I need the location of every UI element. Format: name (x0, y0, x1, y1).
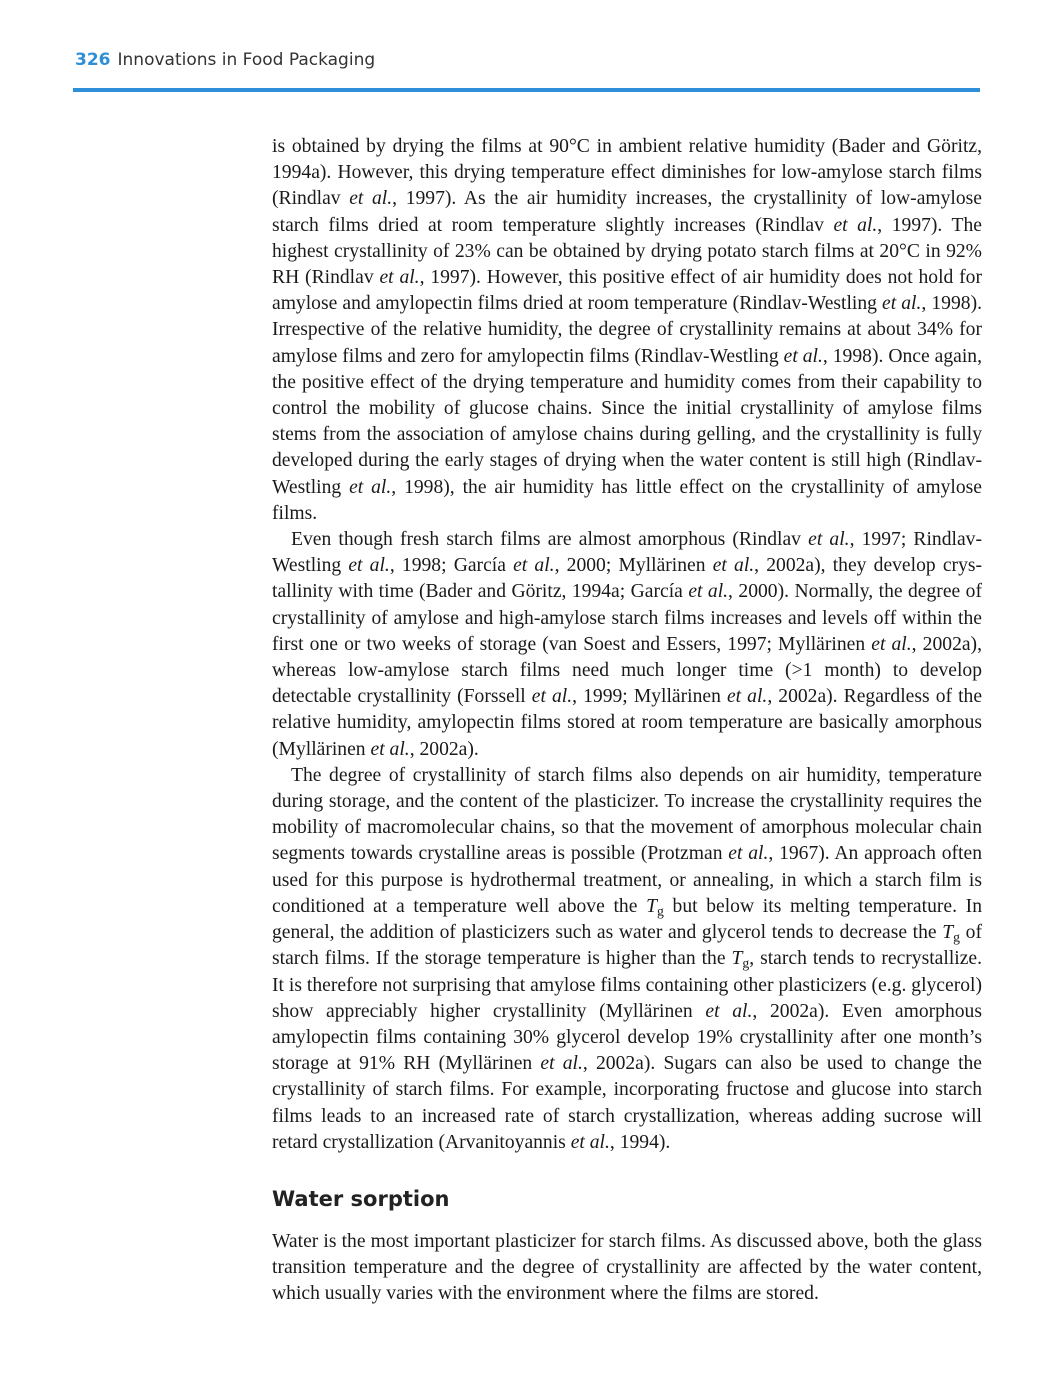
text-run: , 2000). Normally, the degree of crystallinity of amylose and high-amylose starch films increases and levels off within the first one or two weeks of storage (van Soest and Essers, 1997; Myllärinen (272, 581, 982, 655)
italic-text: et al. (570, 1131, 610, 1153)
section-body (272, 1229, 982, 1308)
italic-text: et al. (688, 581, 729, 603)
italic-text: et al. (540, 1053, 583, 1075)
text-run: , 2002a). Even amorphous amylopectin films containing 30% glycerol develop 19% crystallinity after one month’s storage at 91% RH (Myllärinen (272, 1000, 982, 1075)
italic-text: et al. (705, 1000, 753, 1022)
text-run: , 1999; Myllärinen (572, 686, 727, 708)
italic-text: et al. (783, 345, 823, 367)
text-run: of starch films. If the storage temperature is higher than the (272, 922, 982, 970)
text-run: , 1998), the air humidity has little effect on the crystallinity of amylose films. (272, 476, 982, 524)
paragraph-2 (272, 527, 982, 763)
italic-text: et al. (726, 686, 768, 708)
text-run: , 1994). (609, 1131, 671, 1153)
italic-text: et al. (349, 188, 393, 210)
subscript: g (742, 955, 750, 971)
italic-text: et al. (871, 633, 912, 655)
italic-text: et al. (370, 738, 410, 760)
running-head (75, 50, 375, 70)
text-run: , 1997). The highest crystallinity of 23% can be obtained by drying potato starch films at 20°C in 92% RH (Rindlav (272, 214, 982, 289)
header-rule (73, 88, 980, 92)
body-text (272, 134, 982, 1156)
text-run: Even though fresh starch films are almost amorphous (Rindlav (291, 529, 809, 551)
italic-text: et al. (833, 214, 878, 236)
italic-text: et al. (348, 555, 390, 577)
text-run: , 1998; García (389, 555, 514, 577)
italic-text: et al. (531, 686, 573, 708)
italic-text: T (646, 895, 657, 917)
italic-text: et al. (379, 267, 420, 289)
italic-text: T (942, 922, 954, 944)
italic-text: et al. (349, 476, 392, 498)
text-run: , 1967). An approach often used for this purpose is hydrothermal treatment, or annealing, in which a starch film is conditioned at a temperature well above the (272, 843, 982, 917)
italic-text: et al. (513, 555, 555, 577)
paragraph-1 (272, 134, 982, 527)
text-run: , 2002a), they develop crystallinity with time (Bader and Göritz, 1994a; García (272, 555, 983, 603)
paragraph-3 (272, 763, 982, 1156)
page-number: 326 (75, 50, 111, 70)
text-run: , 2002a), whereas low-amylose starch films need much longer time (>1 month) to develop detectable crystallinity (Forssell (272, 633, 982, 708)
section-paragraph: Water is the most important plasticizer for starch films. As discussed above, both the glass transition temperature and the degree of crystallinity are affected by the water content, which usually varies with the environment where the films are stored. (272, 1231, 982, 1305)
text-run: , 2002a). Regardless of the relative humidity, amylopectin films stored at room temperature are basically amorphous (Myllärinen (272, 686, 983, 760)
text-run: , 1997; Rindlav-Westling (272, 529, 982, 577)
text-run: The degree of crystallinity of starch films also depends on air humidity, temperature during storage, and the content of the plasticizer. To increase the crystallinity requires the mobility of macromolecular chains, so that the movement of amorphous molecular chain segments towards crystalline areas is possible (Protzman (272, 764, 982, 865)
subscript: g (953, 929, 961, 945)
italic-text: T (731, 948, 743, 970)
text-run: , 1998). Once again, the positive effect of the drying temperature and humidity comes from their capability to control the mobility of glucose chains. Since the initial crystallinity of amylose films stems from the association of amylose chains during gelling, and the crystallinity is fully developed during the early stages of drying when the water content is still high (Rindlav-Westling (272, 345, 982, 498)
text-run: but below its melting temperature. In general, the addition of plasticizers such as water and glycerol tends to decrease the (272, 895, 982, 944)
text-run: , 2002a). (409, 738, 479, 760)
italic-text: et al. (808, 529, 850, 551)
book-title: Innovations in Food Packaging (117, 50, 376, 70)
text-run: , 2000; Myllärinen (554, 555, 713, 577)
text-run: is obtained by drying the films at 90°C in ambient relative humidity (Bader and Göritz, 1994a). However, this drying temperature effect diminishes for low-amylose starch films (Rindlav (272, 136, 982, 210)
text-run: , 2002a). Sugars can also be used to change the crystallinity of starch films. For example, incorporating fructose and glucose into starch films leads to an increased rate of starch crystallization, whereas adding sucrose will retard crystallization (Arvanitoyannis (272, 1053, 983, 1153)
italic-text: et al. (882, 293, 922, 315)
text-run: , 1997). As the air humidity increases, the crystallinity of low-amylose starch films dried at room temperature slightly increases (Rindlav (272, 188, 982, 236)
text-run: , 1998). Irrespective of the relative humidity, the degree of crystallinity remains at about 34% for amylose films and zero for amylopectin films (Rindlav-Westling (272, 293, 982, 367)
subscript: g (657, 903, 664, 919)
italic-text: et al. (728, 843, 769, 865)
section-heading: Water sorption (272, 1187, 450, 1211)
text-run: , 1997). However, this positive effect of air humidity does not hold for amylose and amylopectin films dried at room temperature (Rindlav-Westling (272, 267, 982, 315)
italic-text: et al. (712, 555, 755, 577)
text-run: , starch tends to recrystallize. It is therefore not surprising that amylose films containing other plasticizers (e.g. glycerol) show appreciably higher crystallinity (Myllärinen (272, 948, 982, 1022)
